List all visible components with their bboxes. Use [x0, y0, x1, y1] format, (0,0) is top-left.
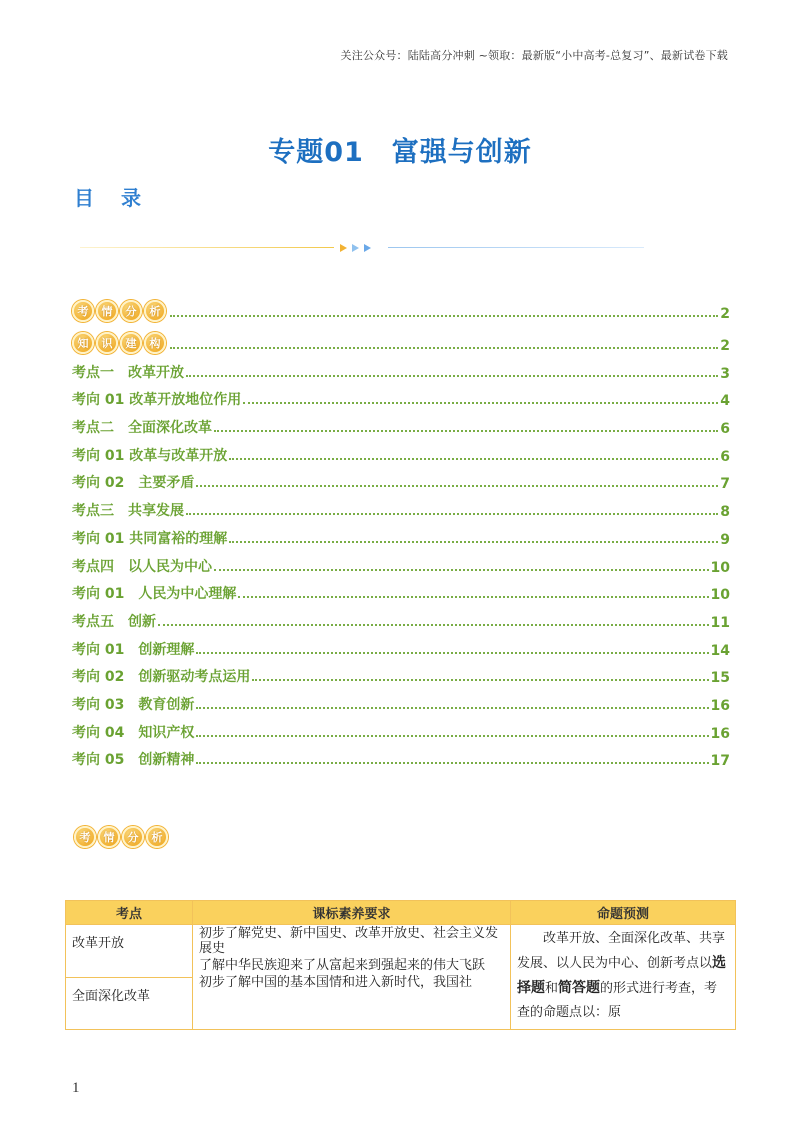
toc-label: 考向 04 知识产权	[72, 724, 195, 741]
table-cell-point: 全面深化改革	[66, 977, 193, 1030]
toc-page-number: 17	[710, 753, 730, 770]
toc-label: 考向 01 改革与改革开放	[72, 447, 228, 464]
toc-entry[interactable]	[72, 520, 730, 548]
toc-leader-dots	[214, 430, 718, 432]
toc-label: 考向 01 人民为中心理解	[72, 586, 237, 603]
badge-char: 建	[120, 332, 142, 354]
badge-char: 分	[120, 300, 142, 322]
prediction-text: 改革开放、全面深化改革、共享发展、以人民为中心、创新考点以	[517, 931, 726, 971]
table-header: 命题预测	[511, 901, 736, 925]
divider-line-left	[80, 247, 334, 248]
toc-entry[interactable]	[72, 409, 730, 437]
badge-char: 情	[98, 826, 120, 848]
toc-leader-dots	[196, 762, 708, 764]
toc-label: 考点三 共享发展	[72, 503, 184, 520]
toc-leader-dots	[196, 485, 718, 487]
requirement-text: 初步了解中国的基本国情和进入新时代，我国社	[199, 975, 473, 990]
exam-analysis-table	[65, 900, 736, 1030]
toc-page-number: 2	[720, 306, 730, 322]
toc-leader-dots	[158, 624, 709, 626]
toc-page-number: 14	[710, 642, 730, 659]
toc-leader-dots	[214, 569, 709, 571]
toc-leader-dots	[238, 596, 708, 598]
decorative-divider	[80, 242, 644, 254]
toc-entry[interactable]	[72, 603, 730, 631]
toc-entry[interactable]	[72, 742, 730, 770]
toc-leader-dots	[252, 679, 708, 681]
analysis-badge	[72, 300, 166, 322]
page-number: 1	[72, 1080, 80, 1096]
toc-page-number: 7	[720, 476, 730, 493]
toc-entry[interactable]	[72, 714, 730, 742]
page-title	[0, 130, 800, 169]
toc-label: 考向 01 改革开放地位作用	[72, 392, 242, 409]
badge-char: 识	[96, 332, 118, 354]
toc-page-number: 3	[720, 365, 730, 382]
table-cell-point: 改革开放	[66, 925, 193, 978]
toc-leader-dots	[170, 347, 718, 349]
analysis-section-badge	[74, 826, 168, 848]
toc-leader-dots	[243, 402, 718, 404]
badge-char: 析	[144, 300, 166, 322]
toc-entry[interactable]	[72, 437, 730, 465]
triple-arrow-icon	[338, 242, 378, 254]
toc-heading: 目 录	[74, 186, 151, 210]
toc-entry[interactable]	[72, 492, 730, 520]
toc-label: 考向 02 主要矛盾	[72, 475, 195, 492]
toc-leader-dots	[196, 735, 708, 737]
toc-label: 考点一 改革开放	[72, 364, 184, 381]
badge-char: 构	[144, 332, 166, 354]
toc-label: 考向 01 共同富裕的理解	[72, 530, 228, 547]
toc-entry-knowledge[interactable]	[72, 322, 730, 354]
toc-entry[interactable]	[72, 659, 730, 687]
table-row	[66, 925, 736, 978]
table-of-contents	[72, 290, 730, 769]
badge-char: 考	[74, 826, 96, 848]
toc-page-number: 10	[710, 587, 730, 604]
toc-leader-dots	[196, 652, 708, 654]
prediction-text: 和	[545, 981, 559, 996]
badge-char: 析	[146, 826, 168, 848]
toc-leader-dots	[229, 458, 718, 460]
toc-label: 考向 02 创新驱动考点运用	[72, 669, 251, 686]
toc-page-number: 6	[720, 421, 730, 438]
divider-line-right	[388, 247, 644, 248]
requirement-text: 初步了解党史、新中国史、改革开放史、社会主义发展史	[199, 926, 499, 956]
toc-label: 考向 01 创新理解	[72, 641, 195, 658]
toc-page-number: 15	[710, 670, 730, 687]
toc-page-number: 11	[710, 614, 730, 631]
badge-char: 考	[72, 300, 94, 322]
toc-page-number: 9	[720, 531, 730, 548]
toc-leader-dots	[186, 375, 718, 377]
toc-label: 考向 03 教育创新	[72, 696, 195, 713]
toc-label: 考向 05 创新精神	[72, 752, 195, 769]
toc-entry[interactable]	[72, 382, 730, 410]
toc-label: 考点五 创新	[72, 613, 156, 630]
header-note: 关注公众号：陆陆高分冲刺 ~领取：最新版“小中高考-总复习”、最新试卷下载	[340, 49, 728, 62]
toc-page-number: 16	[710, 725, 730, 742]
toc-page-number: 4	[720, 393, 730, 410]
table-header: 考点	[66, 901, 193, 925]
table-header: 课标素养要求	[193, 901, 511, 925]
table-cell-requirements	[193, 925, 511, 1030]
badge-char: 情	[96, 300, 118, 322]
prediction-text: 的形式进行考查，考查的命题点以：原	[517, 981, 718, 1020]
toc-page-number: 16	[710, 697, 730, 714]
toc-page-number: 6	[720, 448, 730, 465]
prediction-bold: 选择题	[517, 955, 727, 996]
table-header-row	[66, 901, 736, 925]
toc-page-number: 2	[720, 338, 730, 354]
table-cell-prediction	[511, 925, 736, 1030]
prediction-bold: 简答题	[558, 980, 601, 996]
toc-page-number: 10	[710, 559, 730, 576]
requirement-text: 了解中华民族迎来了从富起来到强起来的伟大飞跃	[199, 958, 486, 973]
toc-leader-dots	[170, 315, 718, 317]
toc-label: 考点四 以人民为中心	[72, 558, 212, 575]
knowledge-badge	[72, 332, 166, 354]
toc-entry[interactable]	[72, 465, 730, 493]
toc-leader-dots	[229, 541, 718, 543]
badge-char: 分	[122, 826, 144, 848]
toc-entry[interactable]	[72, 631, 730, 659]
toc-label: 考点二 全面深化改革	[72, 420, 212, 437]
toc-entry-analysis[interactable]	[72, 290, 730, 322]
toc-page-number: 8	[720, 504, 730, 521]
toc-entry[interactable]	[72, 354, 730, 382]
toc-leader-dots	[186, 513, 718, 515]
title-name: 富强与创新	[391, 137, 532, 168]
badge-char: 知	[72, 332, 94, 354]
toc-entry[interactable]	[72, 548, 730, 576]
toc-entry[interactable]	[72, 686, 730, 714]
toc-entry[interactable]	[72, 576, 730, 604]
toc-leader-dots	[196, 707, 708, 709]
title-code: 专题01	[268, 137, 364, 168]
